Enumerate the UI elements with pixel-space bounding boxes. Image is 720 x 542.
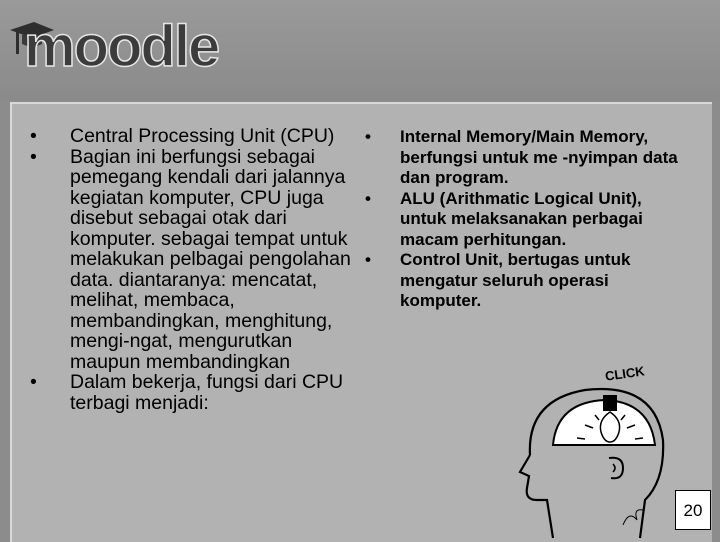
right-text-column (365, 127, 690, 312)
list-item (30, 147, 360, 373)
list-item-text: Dalam bekerja, fungsi dari CPU terbagi menjadi: (70, 371, 344, 414)
page-number: 20 (675, 490, 711, 530)
bullet-marker: • (365, 127, 371, 146)
bullet-marker: • (30, 371, 37, 393)
bullet-marker: • (365, 250, 371, 269)
artist-signature (623, 510, 643, 525)
list-item-text: Bagian ini berfungsi sebagai pemegang kendali dari jalannya kegiatan komputer, CPU juga disebut sebagai otak dari komputer. sebagai tempat untuk melakukan pelbagai pengolahan data. diantaranya: mencatat, melihat, membaca, membandingkan, menghitung, mengi-ngat, mengurutkan maupun membandingkan (70, 145, 351, 373)
list-item (30, 372, 360, 413)
moodle-logo (8, 8, 248, 78)
list-item-text: Central Processing Unit (CPU) (70, 125, 335, 147)
left-text-column (30, 126, 360, 413)
head-lightbulb-illustration (505, 360, 680, 540)
list-item (365, 250, 690, 312)
header-bar (0, 0, 720, 100)
right-bullet-list (365, 127, 690, 312)
list-item-text: Control Unit, bertugas untuk mengatur seluruh operasi komputer. (400, 250, 631, 310)
bullet-marker: • (30, 145, 37, 168)
left-bullet-list (30, 126, 360, 413)
bullet-marker: • (30, 125, 37, 147)
list-item-text: ALU (Arithmatic Logical Unit), untuk melaksanakan perbagai macam perhitungan. (400, 188, 643, 249)
ear (609, 458, 623, 479)
list-item (365, 127, 690, 189)
svg-text:moodle: moodle (24, 14, 219, 78)
click-caption: CLICK (604, 363, 646, 384)
bullet-marker: • (365, 188, 371, 208)
list-item (30, 126, 360, 147)
list-item (365, 189, 690, 251)
list-item-text: Internal Memory/Main Memory, berfungsi untuk me -nyimpan data dan program. (400, 127, 678, 187)
